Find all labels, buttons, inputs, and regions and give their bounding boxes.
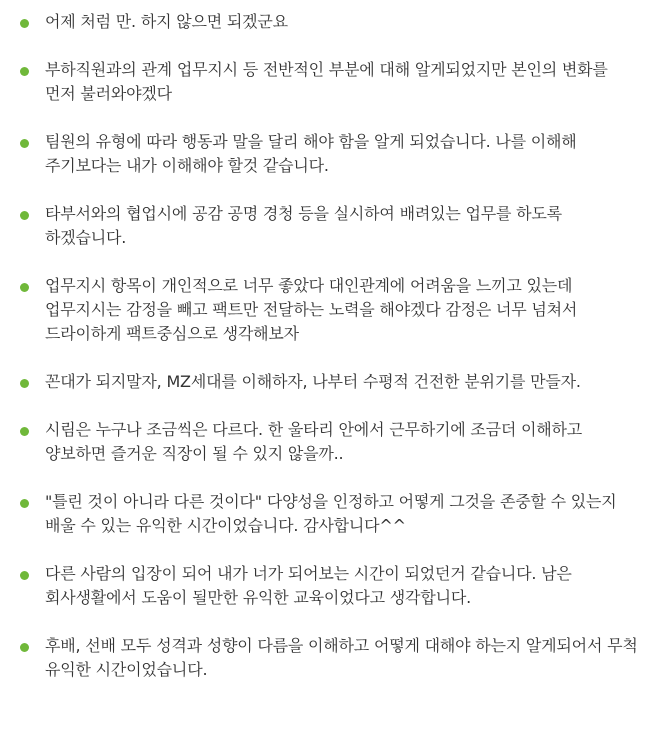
- bullet-icon: [20, 139, 29, 148]
- comment-text: 타부서와의 협업시에 공감 공명 경청 등을 실시하여 배려있는 업무를 하도록 하겠습니다.: [45, 204, 562, 247]
- list-item: [0, 490, 656, 538]
- comment-text: 후배, 선배 모두 성격과 성향이 다름을 이해하고 어떻게 대해야 하는지 알게되어서 무척 유익한 시간이었습니다.: [45, 636, 638, 679]
- list-item: [0, 418, 656, 466]
- bullet-icon: [20, 427, 29, 436]
- list-item: [0, 130, 656, 178]
- comment-text: "틀린 것이 아니라 다른 것이다" 다양성을 인정하고 어떻게 그것을 존중할 수 있는지 배울 수 있는 유익한 시간이었습니다. 감사합니다^^: [45, 492, 617, 535]
- list-item: [0, 274, 656, 346]
- list-item: [0, 202, 656, 250]
- comment-text: 부하직원과의 관계 업무지시 등 전반적인 부분에 대해 알게되었지만 본인의 변화를 먼저 불러와야겠다: [45, 60, 608, 103]
- bullet-icon: [20, 283, 29, 292]
- list-item: [0, 58, 656, 106]
- list-item: [0, 370, 656, 394]
- bullet-icon: [20, 67, 29, 76]
- comment-text: 팀원의 유형에 따라 행동과 말을 달리 해야 함을 알게 되었습니다. 나를 이해해 주기보다는 내가 이해해야 할것 같습니다.: [45, 132, 577, 175]
- bullet-icon: [20, 211, 29, 220]
- bullet-icon: [20, 379, 29, 388]
- comment-text: 업무지시 항목이 개인적으로 너무 좋았다 대인관계에 어려움을 느끼고 있는데 업무지시는 감정을 빼고 팩트만 전달하는 노력을 해야겠다 감정은 너무 넘쳐서 드라이하게 팩트중심으로 생각해보자: [45, 276, 578, 343]
- comment-text: 꼰대가 되지말자, MZ세대를 이해하자, 나부터 수평적 건전한 분위기를 만들자.: [45, 372, 581, 391]
- comment-text: 다른 사람의 입장이 되어 내가 너가 되어보는 시간이 되었던거 같습니다. 남은 회사생활에서 도움이 될만한 유익한 교육이었다고 생각합니다.: [45, 564, 572, 607]
- bullet-icon: [20, 19, 29, 28]
- bullet-icon: [20, 571, 29, 580]
- list-item: [0, 10, 656, 34]
- list-item: [0, 562, 656, 610]
- bullet-icon: [20, 499, 29, 508]
- bullet-icon: [20, 643, 29, 652]
- comment-text: 시림은 누구나 조금씩은 다르다. 한 울타리 안에서 근무하기에 조금더 이해하고 양보하면 즐거운 직장이 될 수 있지 않을까..: [45, 420, 583, 463]
- comment-text: 어제 처럼 만. 하지 않으면 되겠군요: [45, 12, 288, 31]
- list-item: [0, 634, 656, 682]
